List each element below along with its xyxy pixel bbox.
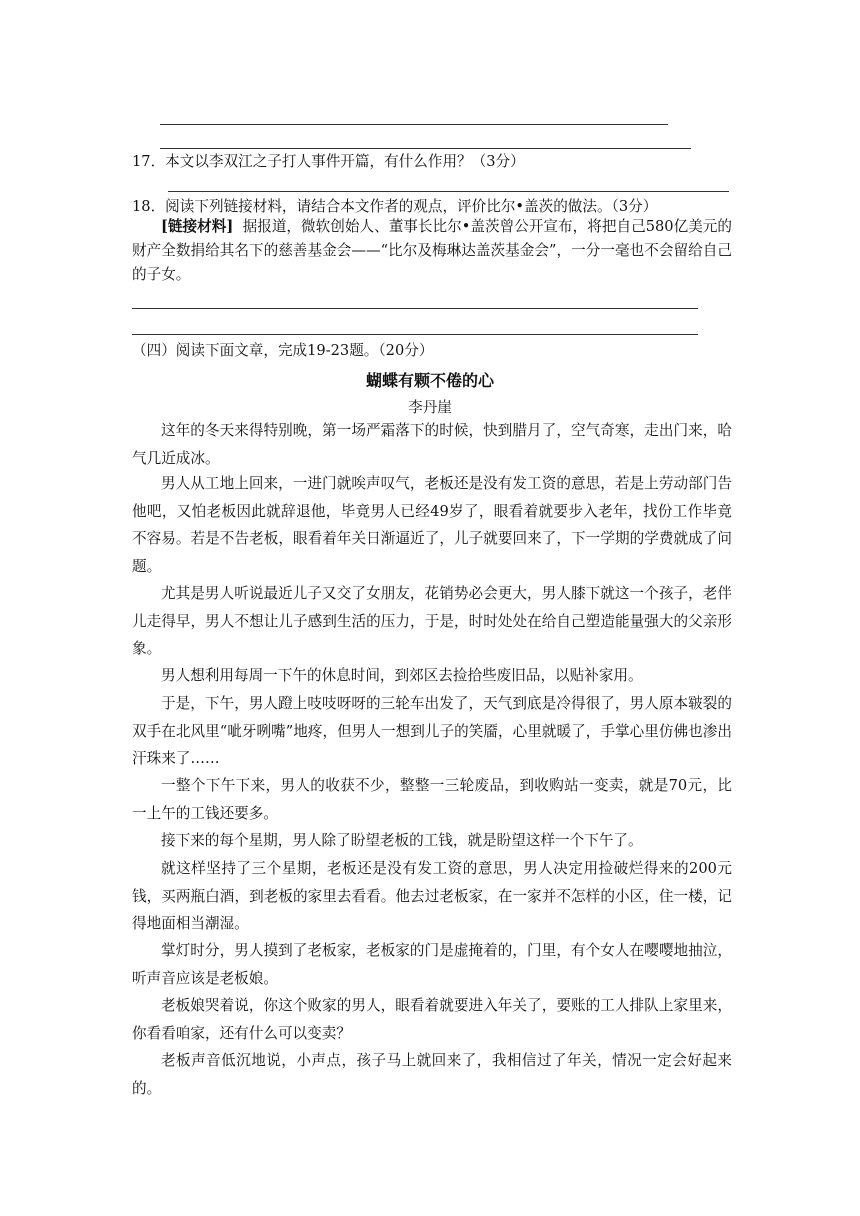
link-material-label: [链接材料] bbox=[161, 218, 234, 235]
paragraph-9: 掌灯时分，男人摸到了老板家，老板家的门是虚掩着的，门里，有个女人在嘤嘤地抽泣，听声音应该是老板娘。 bbox=[132, 942, 732, 987]
paragraph-7: 接下来的每个星期，男人除了盼望老板的工钱，就是盼望这样一个下午了。 bbox=[161, 832, 643, 849]
answer-line bbox=[160, 148, 691, 149]
article-author: 李丹崖 bbox=[408, 399, 452, 416]
paragraph-8: 就这样坚持了三个星期，老板还是没有发工资的意思，男人决定用捡破烂得来的200元钱，买两瓶白酒，到老板的家里去看看。他去过老板家，在一家并不怎样的小区，住一楼，记得地面相当潮湿。 bbox=[132, 860, 732, 932]
question-17: 17．本文以李双江之子打人事件开篇，有什么作用？（3分） bbox=[132, 153, 525, 170]
link-material-text: 据报道，微软创始人、董事长比尔•盖茨曾公开宣布，将把自己580亿美元的财产全数捐给其名下的慈善基金会——“比尔及梅琳达盖茨基金会”，一分一毫也不会留给自己的子女。 bbox=[132, 218, 733, 283]
section-intro: （四）阅读下面文章，完成19-23题。（20分） bbox=[132, 342, 434, 359]
answer-line bbox=[168, 191, 729, 192]
answer-line bbox=[132, 308, 698, 309]
paragraph-2: 男人从工地上回来，一进门就唉声叹气，老板还是没有发工资的意思，若是上劳动部门告他吧，又怕老板因此就辞退他，毕竟男人已经49岁了，眼看着就要步入老年，找份工作毕竟不容易。若是不告老板，眼看着年关日渐逼近了，儿子就要回来了，下一学期的学费就成了问题。 bbox=[132, 475, 732, 575]
paragraph-6: 一整个下午下来，男人的收获不少，整整一三轮废品，到收购站一变卖，就是70元，比一上午的工钱还要多。 bbox=[132, 777, 732, 822]
link-material bbox=[132, 215, 732, 287]
question-18: 18．阅读下列链接材料，请结合本文作者的观点，评价比尔•盖茨的做法。（3分） bbox=[132, 198, 658, 215]
paragraph-10: 老板娘哭着说，你这个败家的男人，眼看着就要进入年关了，要账的工人排队上家里来，你看看咱家，还有什么可以变卖？ bbox=[132, 997, 732, 1042]
paragraph-11: 老板声音低沉地说，小声点，孩子马上就回来了，我相信过了年关，情况一定会好起来的。 bbox=[132, 1052, 732, 1097]
article-title: 蝴蝶有颗不倦的心 bbox=[365, 371, 494, 390]
paragraph-3: 尤其是男人听说最近儿子又交了女朋友，花销势必会更大，男人膝下就这一个孩子，老伴儿走得早，男人不想让儿子感到生活的压力，于是，时时处处在给自己塑造能量强大的父亲形象。 bbox=[132, 585, 732, 657]
paragraph-4: 男人想利用每周一下午的休息时间，到郊区去捡拾些废旧品，以贴补家用。 bbox=[161, 667, 643, 684]
paragraph-5: 于是，下午，男人蹬上吱吱呀呀的三轮车出发了，天气到底是冷得很了，男人原本皲裂的双手在北风里“呲牙咧嘴”地疼，但男人一想到儿子的笑靥，心里就暖了，手掌心里仿佛也渗出汗珠来了…… bbox=[132, 695, 732, 767]
paragraph-1: 这年的冬天来得特别晚，第一场严霜落下的时候，快到腊月了，空气奇寒，走出门来，哈气几近成冰。 bbox=[132, 422, 732, 467]
answer-line bbox=[132, 334, 698, 335]
answer-line bbox=[160, 124, 668, 125]
